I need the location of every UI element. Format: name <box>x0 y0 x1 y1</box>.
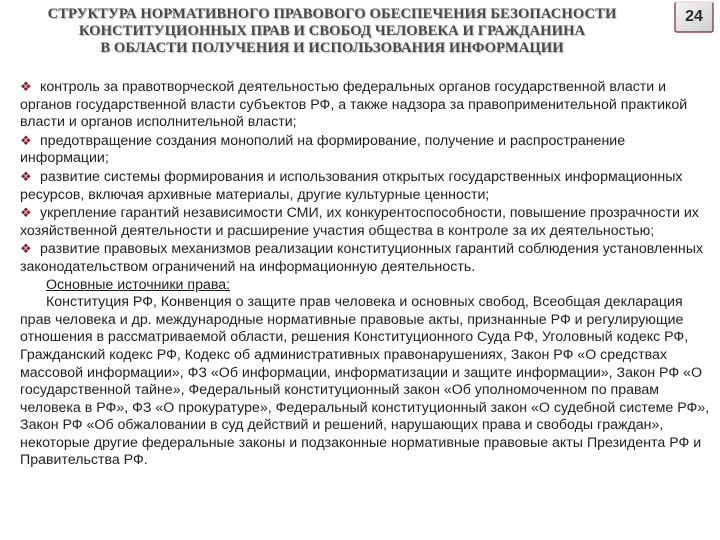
page-number: 24 <box>685 8 703 25</box>
list-item-text: укрепление гарантий независимости СМИ, их конкурентоспособности, повышение прозрачности их хозяйственной деятельности и расширение участия общества в контроле за их деятельностью; <box>20 205 699 239</box>
diamond-bullet-icon: ❖ <box>20 168 32 184</box>
page-number-badge <box>673 0 715 34</box>
diamond-bullet-icon: ❖ <box>20 132 32 148</box>
list-item <box>20 132 710 168</box>
title-line-1: СТРУКТУРА НОРМАТИВНОГО ПРАВОВОГО ОБЕСПЕЧЕНИЯ БЕЗОПАСНОСТИ <box>47 6 617 22</box>
list-item <box>20 78 710 132</box>
sources-paragraph: Конституция РФ, Конвенция о защите прав человека и основных свобод, Всеобщая декларация прав человека и др. международные нормативные правовые акты, признанные РФ и регулирующие отношения в рассматриваемой области, решения Конституционного Суда РФ, Уголовный кодекс РФ, Гражданский кодекс РФ, Кодекс об административных правонарушениях, Закон РФ «О средствах массовой информации», ФЗ «Об информации, информатизации и защите информации», Закон РФ «О государственной тайне», Федеральный конституционный закон «Об уполномоченном по правам человека в РФ», ФЗ «О прокуратуре», Федеральный конституционный закон «О судебной системе РФ», Закон РФ «Об обжаловании в суд действий и решений, нарушающих права и свободы граждан», некоторые другие федеральные законы и подзаконные нормативные правовые акты Президента РФ и Правительства РФ. <box>20 294 710 469</box>
list-item <box>20 240 710 276</box>
title-line-2: КОНСТИТУЦИОННЫХ ПРАВ И СВОБОД ЧЕЛОВЕКА И ГРАЖДАНИНА <box>78 23 586 39</box>
title-line-3: В ОБЛАСТИ ПОЛУЧЕНИЯ И ИСПОЛЬЗОВАНИЯ ИНФОРМАЦИИ <box>100 40 564 56</box>
list-item-text: развитие правовых механизмов реализации конституционных гарантий соблюдения установленных законодательством ограничений на информационную деятельность. <box>20 241 704 275</box>
diamond-bullet-icon: ❖ <box>20 241 32 257</box>
list-item-text: развитие системы формирования и использования открытых государственных информационных ресурсов, включая архивные материалы, другие культурные ценности; <box>20 168 683 203</box>
page-title <box>8 6 656 57</box>
document-body <box>20 78 710 470</box>
list-item-text: предотвращение создания монополий на формирование, получение и распространение информации; <box>20 132 626 167</box>
list-item-text: контроль за правотворческой деятельностью федеральных органов государственной власти и органов государственной власти субъектов РФ, а также надзора за правоприменительной практикой власти и органов исполнительной власти; <box>20 79 688 131</box>
list-item <box>20 204 710 240</box>
sources-heading: Основные источники права: <box>46 276 231 293</box>
diamond-bullet-icon: ❖ <box>20 79 32 94</box>
diamond-bullet-icon: ❖ <box>20 205 32 221</box>
list-item <box>20 168 710 204</box>
